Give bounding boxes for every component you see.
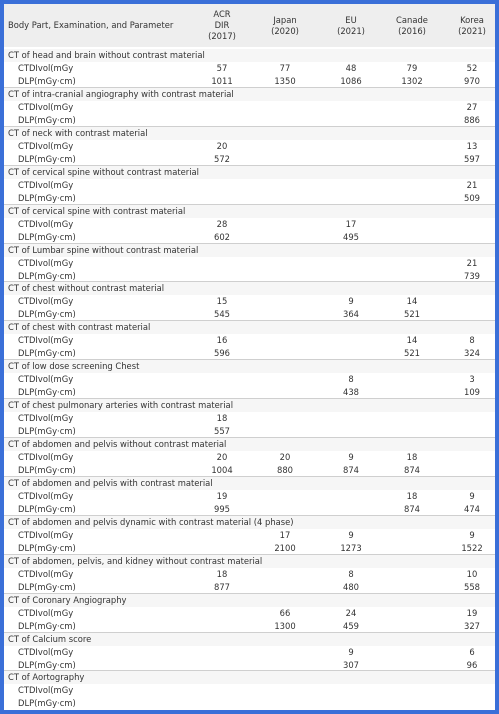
- parameter-label: CTDIvol(mGy: [18, 646, 74, 657]
- value-korea: 3: [469, 374, 475, 385]
- value-canada: 874: [404, 503, 420, 514]
- parameter-row: [4, 490, 495, 503]
- parameter-label: DLP(mGy·cm): [18, 698, 76, 709]
- value-korea: 558: [464, 581, 480, 592]
- parameter-label: DLP(mGy·cm): [18, 503, 76, 514]
- exam-group-row: [4, 321, 495, 334]
- value-korea: 10: [466, 568, 478, 579]
- value-korea: 27: [466, 101, 478, 112]
- value-korea: 21: [466, 179, 478, 190]
- parameter-label: DLP(mGy·cm): [18, 581, 76, 592]
- value-acr: 995: [214, 503, 230, 514]
- exam-title: CT of Coronary Angiography: [8, 594, 127, 605]
- parameter-row: [4, 607, 495, 620]
- parameter-label: CTDIvol(mGy: [18, 179, 74, 190]
- value-eu: 874: [343, 465, 359, 475]
- value-acr: 545: [214, 309, 230, 320]
- table-header: [4, 4, 495, 47]
- value-canada: 1302: [401, 76, 423, 86]
- header-body-part: Body Part, Examination, and Parameter: [8, 20, 174, 30]
- parameter-row: [4, 568, 495, 581]
- value-acr: 57: [216, 63, 228, 73]
- exam-group-row: [4, 205, 495, 218]
- value-acr: 28: [216, 218, 228, 229]
- exam-title: CT of abdomen and pelvis dynamic with contrast material (4 phase): [8, 516, 294, 527]
- value-korea: 96: [466, 659, 478, 670]
- parameter-label: CTDIvol(mGy: [18, 140, 74, 151]
- value-acr: 15: [216, 296, 228, 307]
- value-acr: 19: [216, 490, 228, 501]
- exam-title: CT of chest with contrast material: [8, 322, 151, 333]
- exam-title: CT of head and brain without contrast material: [8, 50, 205, 60]
- value-canada: 521: [404, 309, 420, 320]
- value-canada: 18: [406, 452, 418, 462]
- value-japan: 1350: [274, 76, 296, 86]
- exam-group-row: [4, 360, 495, 373]
- parameter-row: [4, 684, 495, 697]
- value-acr: 596: [214, 348, 230, 359]
- value-acr: 20: [216, 140, 228, 151]
- value-eu: 307: [343, 659, 359, 670]
- value-canada: 874: [404, 465, 420, 475]
- value-canada: 14: [406, 296, 418, 307]
- value-eu: 8: [348, 568, 354, 579]
- exam-group-row: [4, 633, 495, 646]
- parameter-label: CTDIvol(mGy: [18, 63, 74, 73]
- header-acr: ACR DIR (2017): [208, 9, 236, 41]
- exam-title: CT of intra-cranial angiography with contrast material: [8, 88, 234, 99]
- parameter-row: [4, 412, 495, 425]
- exam-group-row: [4, 671, 495, 684]
- parameter-label: DLP(mGy·cm): [18, 192, 76, 203]
- value-korea: 509: [464, 192, 480, 203]
- parameter-label: CTDIvol(mGy: [18, 413, 74, 424]
- value-eu: 1273: [340, 542, 362, 553]
- parameter-label: CTDIvol(mGy: [18, 568, 74, 579]
- value-japan: 17: [279, 529, 291, 540]
- parameter-label: DLP(mGy·cm): [18, 659, 76, 670]
- exam-title: CT of chest pulmonary arteries with contrast material: [8, 400, 234, 411]
- exam-title: CT of cervical spine without contrast material: [8, 166, 200, 177]
- value-acr: 557: [214, 426, 230, 437]
- parameter-label: CTDIvol(mGy: [18, 685, 74, 696]
- parameter-row: [4, 295, 495, 308]
- parameter-row: [4, 697, 495, 710]
- exam-group-row: [4, 49, 495, 62]
- value-korea: 52: [466, 63, 478, 73]
- value-eu: 8: [348, 374, 354, 385]
- exam-group-row: [4, 166, 495, 179]
- value-canada: 521: [404, 348, 420, 359]
- parameter-label: DLP(mGy·cm): [18, 76, 76, 86]
- value-korea: 597: [464, 153, 480, 164]
- exam-title: CT of abdomen and pelvis without contrast material: [8, 439, 227, 449]
- parameter-row: [4, 451, 495, 464]
- parameter-label: DLP(mGy·cm): [18, 309, 76, 320]
- value-korea: 9: [469, 529, 475, 540]
- parameter-row: [4, 257, 495, 270]
- value-korea: 1522: [461, 542, 483, 553]
- value-canada: 14: [406, 335, 418, 346]
- value-korea: 6: [469, 646, 475, 657]
- exam-title: CT of chest without contrast material: [8, 283, 165, 294]
- value-eu: 24: [345, 607, 357, 618]
- value-korea: 886: [464, 114, 480, 125]
- value-korea: 109: [464, 387, 480, 398]
- value-eu: 480: [343, 581, 359, 592]
- exam-title: CT of abdomen and pelvis with contrast material: [8, 477, 213, 488]
- parameter-label: DLP(mGy·cm): [18, 231, 76, 242]
- exam-group-row: [4, 477, 495, 490]
- parameter-label: DLP(mGy·cm): [18, 153, 76, 164]
- value-korea: 739: [464, 270, 480, 281]
- value-acr: 20: [216, 452, 228, 462]
- value-korea: 474: [464, 503, 480, 514]
- value-eu: 9: [348, 646, 354, 657]
- value-acr: 572: [214, 153, 230, 164]
- value-eu: 364: [343, 309, 359, 320]
- value-japan: 20: [279, 452, 291, 462]
- exam-group-row: [4, 88, 495, 101]
- parameter-label: DLP(mGy·cm): [18, 387, 76, 398]
- value-eu: 9: [348, 452, 354, 462]
- exam-group-row: [4, 127, 495, 140]
- value-eu: 9: [348, 529, 354, 540]
- exam-title: CT of Lumbar spine without contrast material: [8, 244, 199, 255]
- exam-title: CT of Calcium score: [8, 633, 92, 644]
- header-eu: EU (2021): [337, 14, 365, 36]
- parameter-label: CTDIvol(mGy: [18, 257, 74, 268]
- parameter-row: [4, 62, 495, 75]
- exam-group-row: [4, 555, 495, 568]
- parameter-label: CTDIvol(mGy: [18, 490, 74, 501]
- value-eu: 17: [345, 218, 357, 229]
- exam-title: CT of abdomen, pelvis, and kidney without contrast material: [8, 555, 263, 566]
- value-japan: 66: [279, 607, 291, 618]
- value-korea: 13: [466, 140, 478, 151]
- value-korea: 970: [464, 76, 480, 86]
- parameter-row: [4, 529, 495, 542]
- value-korea: 324: [464, 348, 480, 359]
- exam-title: CT of cervical spine with contrast material: [8, 205, 186, 216]
- parameter-label: DLP(mGy·cm): [18, 270, 76, 281]
- value-japan: 2100: [274, 542, 296, 553]
- value-canada: 79: [406, 63, 418, 73]
- parameter-label: DLP(mGy·cm): [18, 465, 76, 475]
- parameter-label: DLP(mGy·cm): [18, 426, 76, 437]
- parameter-label: CTDIvol(mGy: [18, 101, 74, 112]
- value-korea: 19: [466, 607, 478, 618]
- parameter-label: CTDIvol(mGy: [18, 296, 74, 307]
- value-japan: 77: [279, 63, 291, 73]
- value-korea: 8: [469, 335, 475, 346]
- value-japan: 1300: [274, 620, 296, 631]
- parameter-label: CTDIvol(mGy: [18, 218, 74, 229]
- header-korea: Korea (2021): [458, 14, 486, 36]
- value-canada: 18: [406, 490, 418, 501]
- value-korea: 327: [464, 620, 480, 631]
- parameter-label: CTDIvol(mGy: [18, 374, 74, 385]
- exam-title: CT of neck with contrast material: [8, 127, 148, 138]
- parameter-row: [4, 373, 495, 386]
- exam-group-row: [4, 516, 495, 529]
- parameter-row: [4, 101, 495, 114]
- parameter-label: DLP(mGy·cm): [18, 348, 76, 359]
- exam-group-row: [4, 594, 495, 607]
- parameter-row: [4, 218, 495, 231]
- value-japan: 880: [277, 465, 293, 475]
- value-eu: 495: [343, 231, 359, 242]
- exam-title: CT of low dose screening Chest: [8, 361, 140, 372]
- parameter-label: CTDIvol(mGy: [18, 335, 74, 346]
- value-acr: 18: [216, 568, 228, 579]
- header-japan: Japan (2020): [271, 14, 299, 36]
- parameter-row: [4, 646, 495, 659]
- parameter-row: [4, 179, 495, 192]
- value-eu: 48: [345, 63, 357, 73]
- parameter-label: DLP(mGy·cm): [18, 114, 76, 125]
- value-acr: 16: [216, 335, 228, 346]
- header-canada: Canade (2016): [396, 14, 428, 36]
- value-eu: 459: [343, 620, 359, 631]
- parameter-label: CTDIvol(mGy: [18, 529, 74, 540]
- parameter-label: CTDIvol(mGy: [18, 607, 74, 618]
- value-eu: 9: [348, 296, 354, 307]
- value-acr: 1011: [211, 76, 233, 86]
- value-korea: 9: [469, 490, 475, 501]
- value-eu: 1086: [340, 76, 362, 86]
- parameter-row: [4, 334, 495, 347]
- parameter-label: DLP(mGy·cm): [18, 542, 76, 553]
- value-acr: 602: [214, 231, 230, 242]
- parameter-row: [4, 140, 495, 153]
- parameter-label: CTDIvol(mGy: [18, 452, 74, 462]
- exam-group-row: [4, 282, 495, 295]
- value-acr: 1004: [211, 465, 233, 475]
- value-acr: 18: [216, 413, 228, 424]
- exam-title: CT of Aortography: [8, 672, 85, 683]
- exam-group-row: [4, 438, 495, 451]
- value-acr: 877: [214, 581, 230, 592]
- value-korea: 21: [466, 257, 478, 268]
- parameter-label: DLP(mGy·cm): [18, 620, 76, 631]
- exam-group-row: [4, 244, 495, 257]
- exam-group-row: [4, 399, 495, 412]
- value-eu: 438: [343, 387, 359, 398]
